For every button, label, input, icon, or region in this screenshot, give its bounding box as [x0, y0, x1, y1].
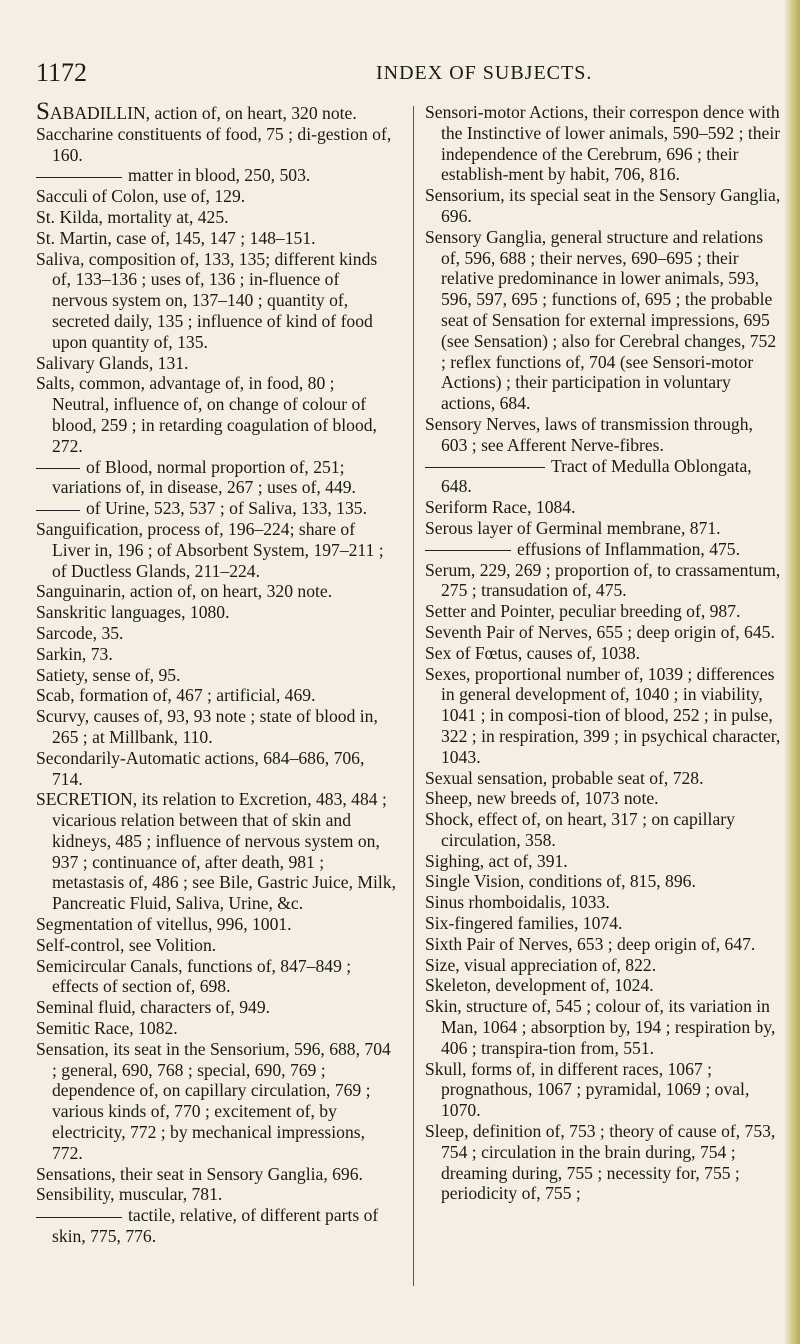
index-entry: [425, 414, 783, 456]
index-entry: [425, 1059, 783, 1121]
index-entry-text: Skull, forms of, in different races, 1067 ; prognathous, 1067 ; pyramidal, 1069 ; oval, 1070.: [425, 1058, 750, 1121]
index-entry-text: Satiety, sense of, 95.: [36, 664, 181, 685]
index-entry: [425, 892, 783, 913]
index-entry: [36, 914, 396, 935]
index-entry-text: of Urine, 523, 537 ; of Saliva, 133, 135.: [86, 498, 367, 519]
index-entry-text: Size, visual appreciation of, 822.: [425, 954, 657, 975]
index-entry-text: Skin, structure of, 545 ; colour of, its variation in Man, 1064 ; absorption by, 194 ; respiration by, 406 ; transpira-tion from, 551.: [425, 996, 776, 1058]
index-entry: [36, 498, 396, 519]
index-entry-text: Tract of Medulla Oblongata, 648.: [441, 455, 752, 497]
index-entry: [36, 373, 396, 456]
index-entry-text: Six-fingered families, 1074.: [425, 913, 623, 934]
index-entry-text: Sensibility, muscular, 781.: [36, 1184, 223, 1205]
index-entry-text: Serous layer of Germinal membrane, 871.: [425, 517, 721, 538]
ditto-dash: [36, 468, 80, 469]
index-entry: [425, 102, 783, 185]
index-entry-text: Sacculi of Colon, use of, 129.: [36, 186, 246, 207]
index-entry: [36, 935, 396, 956]
index-entry: [425, 996, 783, 1058]
column-divider: [413, 106, 414, 1286]
index-entry: [36, 228, 396, 249]
index-entry: [36, 1164, 396, 1185]
ditto-dash: [425, 550, 511, 551]
index-entry-text: Segmentation of vitellus, 996, 1001.: [36, 914, 292, 935]
index-entry: [425, 871, 783, 892]
index-entry-text: ABADILLIN, action of, on heart, 320 note.: [49, 103, 357, 123]
index-entry: [36, 602, 396, 623]
index-entry: [36, 207, 396, 228]
index-entry-text: Sleep, definition of, 753 ; theory of cause of, 753, 754 ; circulation in the brain during, 754 ; dreaming during, 755 ; necessity for, 755 ; periodicity of, 755 ;: [425, 1121, 776, 1204]
index-entry: [36, 124, 396, 166]
index-entry-text: Sexes, proportional number of, 1039 ; differences in general development of, 1040 ; in viability, 1041 ; in composi-tion of blood, 252 ; in pulse, 322 ; in respiration, 399 ; in psychical character, 1043.: [425, 663, 781, 767]
index-entry: [36, 1039, 396, 1164]
index-entry: [425, 788, 783, 809]
page-number: 1172: [36, 58, 88, 87]
index-entry-text: SECRETION, its relation to Excretion, 483, 484 ; vicarious relation between that of skin and kidneys, 485 ; influence of nervous system on, 937 ; continuance of, after death, 981 ; metastasis of, 486 ; see Bile, Gastric Juice, Milk, Pancreatic Fluid, Saliva, Urine, &c.: [36, 789, 396, 914]
index-entry: [425, 809, 783, 851]
index-entry-text: Sanskritic languages, 1080.: [36, 602, 230, 623]
index-entry: [425, 768, 783, 789]
index-entry-text: Salts, common, advantage of, in food, 80 ; Neutral, influence of, on change of colour of blood, 259 ; in retarding coagulation of blood, 272.: [36, 373, 377, 456]
index-entry-text: Saliva, composition of, 133, 135; different kinds of, 133–136 ; uses of, 136 ; in-fluence of nervous system on, 137–140 ; quantity of, secreted daily, 135 ; influence of kind of food upon quantity of, 135.: [36, 248, 378, 352]
index-entry: [425, 539, 783, 560]
ditto-dash: [36, 1217, 122, 1218]
index-entry-text: Single Vision, conditions of, 815, 896.: [425, 871, 696, 892]
index-entry-text: Sarcode, 35.: [36, 622, 124, 643]
index-entry-text: Sighing, act of, 391.: [425, 850, 568, 871]
index-entry-text: Seminal fluid, characters of, 949.: [36, 997, 271, 1018]
index-entry: [425, 601, 783, 622]
index-entry-text: Sex of Fœtus, causes of, 1038.: [425, 642, 641, 663]
index-entry-text: Scurvy, causes of, 93, 93 note ; state of blood in, 265 ; at Millbank, 110.: [36, 706, 378, 747]
index-entry: [36, 685, 396, 706]
ditto-dash: [425, 467, 545, 468]
index-entry: [36, 98, 396, 125]
index-entry: [425, 227, 783, 414]
index-entry-text: Self-control, see Volition.: [36, 934, 217, 955]
index-entry: [36, 1184, 396, 1205]
index-entry: [36, 1018, 396, 1039]
index-entry-text: Sarkin, 73.: [36, 643, 113, 664]
index-entry: [425, 913, 783, 934]
index-entry: [36, 165, 396, 186]
index-entry: [425, 185, 783, 227]
index-entry: [36, 581, 396, 602]
index-entry-text: Sexual sensation, probable seat of, 728.: [425, 767, 704, 788]
index-entry-text: Scab, formation of, 467 ; artificial, 469.: [36, 685, 316, 706]
index-entry: [425, 664, 783, 768]
index-entry-text: Shock, effect of, on heart, 317 ; on capillary circulation, 358.: [425, 809, 735, 850]
index-entry: [36, 665, 396, 686]
index-entry-text: Saccharine constituents of food, 75 ; di-gestion of, 160.: [36, 123, 392, 165]
index-entry-text: effusions of Inflammation, 475.: [517, 538, 740, 559]
index-entry-text: Sensory Nerves, laws of transmission through, 603 ; see Afferent Nerve-fibres.: [425, 413, 753, 455]
index-entry: [36, 623, 396, 644]
index-entry-text: Salivary Glands, 131.: [36, 352, 189, 373]
index-entry: [36, 706, 396, 748]
running-title: INDEX OF SUBJECTS.: [376, 62, 593, 84]
index-column-right: [425, 102, 783, 1204]
index-entry-text: Seriform Race, 1084.: [425, 497, 576, 518]
index-entry: [425, 518, 783, 539]
index-entry-text: Sixth Pair of Nerves, 653 ; deep origin of, 647.: [425, 933, 756, 954]
index-entry-text: Sensation, its seat in the Sensorium, 596, 688, 704 ; general, 690, 768 ; special, 690, 769 ; dependence of, on capillary circulation, 769 ; various kinds of, 770 ; excitement of, by electricity, 772 ; by mechanical impressions, 772.: [36, 1038, 391, 1163]
section-initial: S: [36, 98, 50, 125]
index-entry-text: Sensori-motor Actions, their correspon dence with the Instinctive of lower animals, 590–592 ; their independence of the Cerebrum, 696 ; their establish-ment by habit, 706, 816.: [425, 102, 781, 185]
index-entry: [425, 975, 783, 996]
index-entry: [425, 643, 783, 664]
index-entry: [36, 956, 396, 998]
index-entry: [425, 456, 783, 498]
index-entry-text: Sheep, new breeds of, 1073 note.: [425, 788, 659, 809]
index-entry: [425, 934, 783, 955]
index-column-left: [36, 98, 396, 1247]
index-entry: [36, 997, 396, 1018]
index-entry-text: Sensory Ganglia, general structure and relations of, 596, 688 ; their nerves, 690–695 ; their relative predominance in lower animals, 593, 596, 597, 695 ; functions of, 695 ; the probable seat of Sensation for external impressions, 695 (see Sensation) ; also for Cerebral changes, 752 ; reflex functions of, 704 (see Sensori-motor Actions) ; their participation in voluntary actions, 684.: [425, 226, 777, 414]
index-entry: [36, 519, 396, 581]
index-entry: [36, 644, 396, 665]
index-entry: [425, 560, 783, 602]
index-entry: [36, 249, 396, 353]
index-entry-text: Sensorium, its special seat in the Sensory Ganglia, 696.: [425, 185, 781, 226]
index-entry: [36, 789, 396, 914]
index-entry: [36, 186, 396, 207]
index-entry-text: Semitic Race, 1082.: [36, 1018, 178, 1039]
index-entry: [425, 497, 783, 518]
index-entry-text: tactile, relative, of different parts of skin, 775, 776.: [52, 1205, 379, 1247]
index-entry: [425, 851, 783, 872]
index-entry-text: Seventh Pair of Nerves, 655 ; deep origin of, 645.: [425, 621, 775, 642]
index-entry-text: Sanguinarin, action of, on heart, 320 note.: [36, 581, 333, 602]
index-entry-text: St. Martin, case of, 145, 147 ; 148–151.: [36, 227, 316, 248]
index-entry: [36, 748, 396, 790]
index-entry: [425, 1121, 783, 1204]
index-entry-text: Skeleton, development of, 1024.: [425, 975, 654, 996]
index-entry-text: Semicircular Canals, functions of, 847–849 ; effects of section of, 698.: [36, 955, 352, 997]
index-entry-text: Setter and Pointer, peculiar breeding of, 987.: [425, 601, 741, 622]
index-entry: [425, 622, 783, 643]
page-edge: [784, 0, 800, 1344]
index-entry-text: Secondarily-Automatic actions, 684–686, 706, 714.: [36, 747, 365, 789]
index-entry-text: Sinus rhomboidalis, 1033.: [425, 892, 610, 913]
index-entry: [425, 955, 783, 976]
index-entry: [36, 457, 396, 499]
ditto-dash: [36, 177, 122, 178]
page-header: [36, 58, 756, 92]
ditto-dash: [36, 510, 80, 511]
index-entry-text: St. Kilda, mortality at, 425.: [36, 206, 229, 227]
index-entry-text: matter in blood, 250, 503.: [128, 165, 311, 186]
index-entry-text: of Blood, normal proportion of, 251; variations of, in disease, 267 ; uses of, 449.: [52, 456, 356, 498]
index-entry-text: Serum, 229, 269 ; proportion of, to crassamentum, 275 ; transudation of, 475.: [425, 559, 781, 601]
index-entry: [36, 1205, 396, 1247]
index-entry-text: Sensations, their seat in Sensory Ganglia, 696.: [36, 1163, 363, 1184]
index-entry-text: Sanguification, process of, 196–224; share of Liver in, 196 ; of Absorbent System, 197–211 ; of Ductless Glands, 211–224.: [36, 518, 384, 581]
index-entry: [36, 353, 396, 374]
